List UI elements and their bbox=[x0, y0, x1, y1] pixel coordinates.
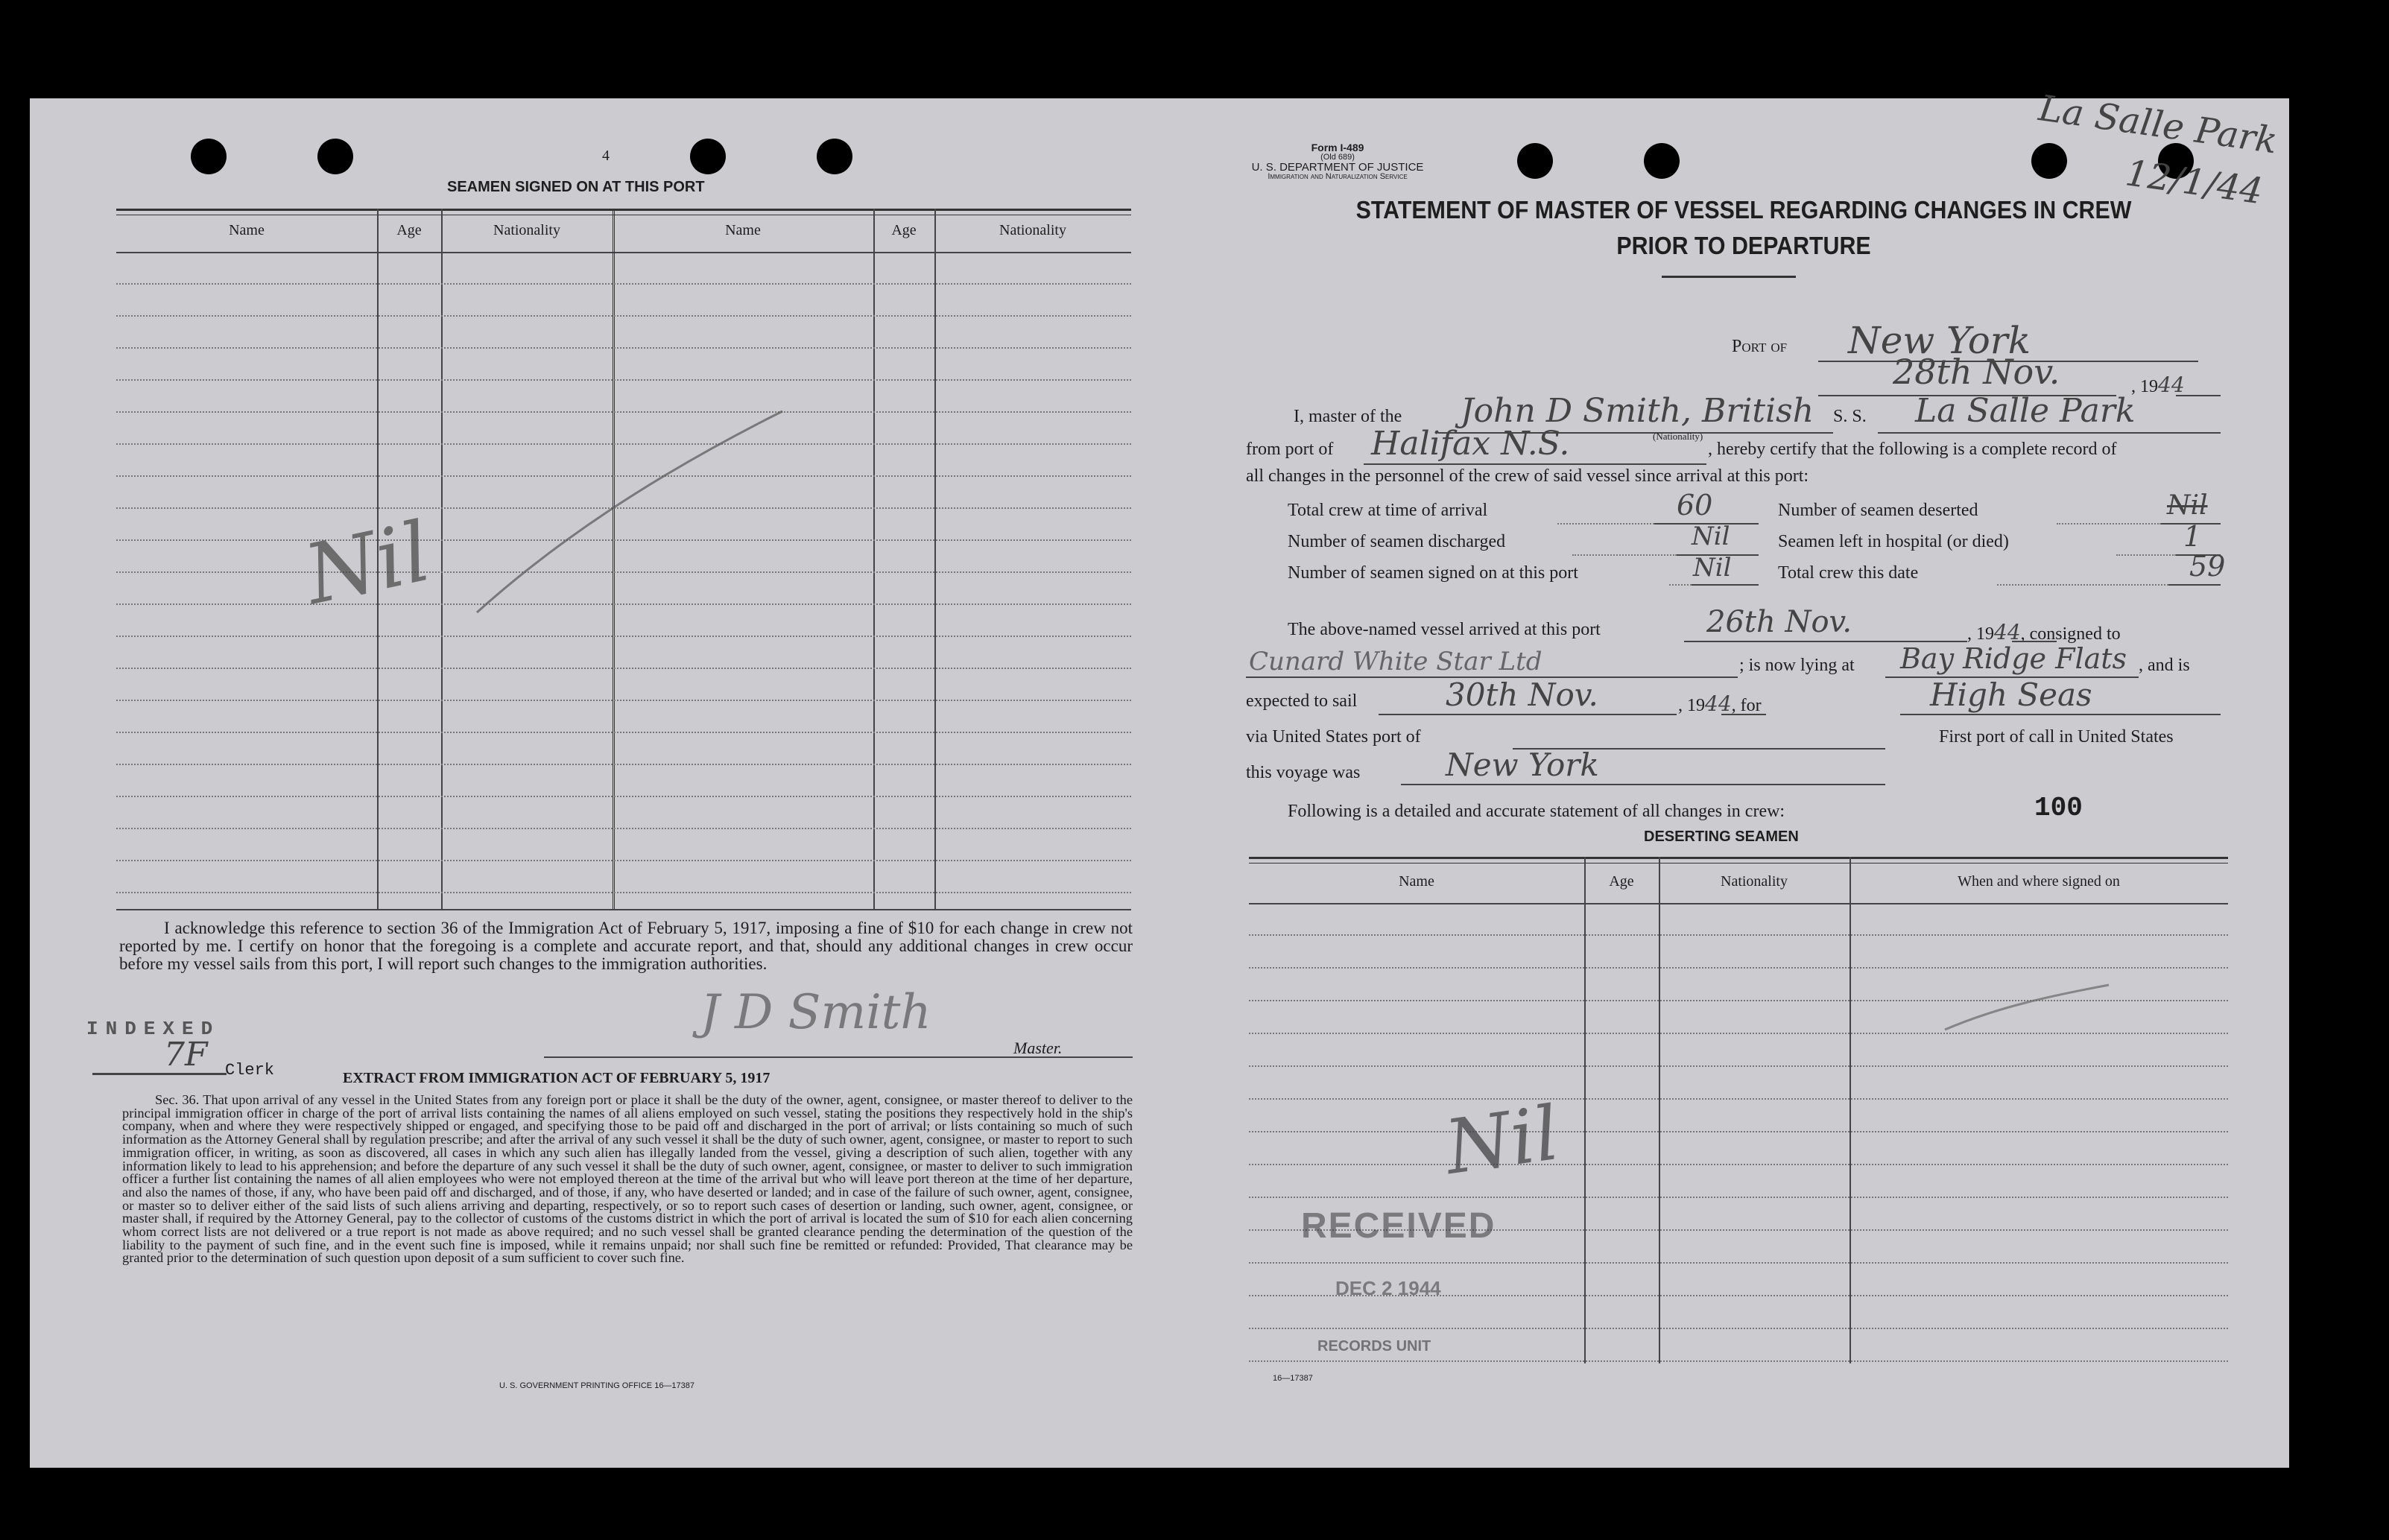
table-row-rule bbox=[116, 732, 1131, 733]
table-row-rule bbox=[1249, 967, 2228, 969]
stat-label: Number of seamen discharged bbox=[1288, 532, 1506, 551]
stamp-number: 100 bbox=[2034, 793, 2083, 823]
table-row-rule bbox=[116, 636, 1131, 637]
stat-row bbox=[1778, 532, 2009, 552]
punch-hole bbox=[317, 139, 353, 174]
received-unit: RECORDS UNIT bbox=[1317, 1338, 1431, 1354]
punch-hole bbox=[1517, 143, 1553, 179]
table-row-rule bbox=[116, 828, 1131, 829]
column-header: Age bbox=[396, 222, 422, 238]
punch-hole bbox=[191, 139, 227, 174]
expected-label: expected to sail bbox=[1246, 691, 1358, 711]
stat-row bbox=[1778, 563, 1918, 583]
clerk-label: Clerk bbox=[225, 1061, 275, 1080]
port-value: New York bbox=[1848, 319, 2031, 362]
table-row-rule bbox=[116, 892, 1131, 893]
following-text: Following is a detailed and accurate statement of all changes in crew: bbox=[1288, 802, 1785, 821]
table-row-rule bbox=[116, 283, 1131, 285]
clerk-initials: 7F bbox=[164, 1036, 208, 1074]
handwritten-nil: Nil bbox=[297, 504, 439, 623]
first-port-label: First port of call in United States bbox=[1939, 727, 2174, 747]
lying-value: Bay Ridge Flats bbox=[1900, 642, 2127, 675]
table-row-rule bbox=[116, 796, 1131, 797]
table-row-rule bbox=[1249, 1360, 2228, 1362]
column-header: Nationality bbox=[999, 222, 1066, 238]
received-stamp: RECEIVED bbox=[1301, 1206, 1496, 1246]
table-row-rule bbox=[116, 764, 1131, 765]
stat-row bbox=[1778, 501, 1978, 521]
master-prefix: I, master of the bbox=[1294, 407, 1402, 426]
table-row-rule bbox=[1249, 1262, 2228, 1264]
stat-value: 59 bbox=[2189, 550, 2226, 583]
certify-text: , hereby certify that the following is a complete record of bbox=[1708, 440, 2117, 459]
column-header: Name bbox=[229, 222, 265, 238]
acknowledgment-text: I acknowledge this reference to section 36 of the Immigration Act of February 5, 1917, imposing a fine of $10 for each change in crew not reported by me. I certify on honor that the foregoing is a complete and accurate report, and that, should any additional changes in crew occur before my vessel sails from this port, I will report such changes to the immigration authorities. bbox=[119, 919, 1133, 973]
stat-value: 60 bbox=[1677, 489, 1713, 522]
consignee-value: Cunard White Star Ltd bbox=[1249, 647, 1542, 676]
table-row-rule bbox=[1249, 1197, 2228, 1198]
stat-label: Total crew this date bbox=[1778, 563, 1919, 583]
table-row-rule bbox=[1249, 1131, 2228, 1132]
cross-out-slash bbox=[462, 396, 790, 620]
voyage-value: New York bbox=[1446, 747, 1599, 783]
stat-value: Nil bbox=[2167, 490, 2208, 521]
stat-value: Nil bbox=[1693, 553, 1732, 583]
table-row-rule bbox=[116, 700, 1131, 701]
printer-note: U. S. GOVERNMENT PRINTING OFFICE 16—17387 bbox=[499, 1381, 695, 1390]
table-row-rule bbox=[1249, 1164, 2228, 1165]
master-label: Master. bbox=[1013, 1039, 1063, 1057]
document-sheet bbox=[30, 87, 2289, 1468]
from-port-value: Halifax N.S. bbox=[1371, 425, 1570, 463]
corner-note-date: 12/1/44 bbox=[2122, 152, 2265, 213]
date-value: 28th Nov. bbox=[1893, 352, 2060, 392]
port-label: Port of bbox=[1732, 337, 1788, 356]
table-row-rule bbox=[1249, 1328, 2228, 1329]
column-header: Age bbox=[891, 222, 917, 238]
arrived-year-prefix: , 19 bbox=[1967, 624, 1994, 644]
column-header: Name bbox=[725, 222, 761, 238]
arrived-prefix: The above-named vessel arrived at this port bbox=[1288, 620, 1601, 639]
corner-note-ship: La Salle Park bbox=[2036, 87, 2280, 162]
handwritten-nil: Nil bbox=[1440, 1089, 1564, 1191]
sail-value: 30th Nov. bbox=[1446, 676, 1598, 713]
received-date: DEC 2 1944 bbox=[1335, 1277, 1441, 1299]
table-row-rule bbox=[116, 315, 1131, 317]
title-line-2: PRIOR TO DEPARTURE bbox=[1616, 232, 1871, 259]
column-header: Nationality bbox=[493, 222, 560, 238]
and-is: , and is bbox=[2139, 656, 2190, 675]
form-title bbox=[1252, 192, 2235, 264]
column-header: Nationality bbox=[1721, 873, 1788, 890]
punch-hole bbox=[817, 139, 852, 174]
table-row-rule bbox=[1249, 1098, 2228, 1100]
form-old: (Old 689) bbox=[1320, 153, 1355, 162]
footer-code: 16—17387 bbox=[1273, 1374, 1313, 1383]
stat-row bbox=[1288, 563, 1578, 583]
lying-at: ; is now lying at bbox=[1739, 656, 1855, 675]
year-value: 44 bbox=[2158, 373, 2185, 397]
deserting-title: DESERTING SEAMEN bbox=[1644, 828, 1799, 845]
title-line-1: STATEMENT OF MASTER OF VESSEL REGARDING CHANGES IN CREW bbox=[1355, 196, 2132, 224]
nationality-caption: (Nationality) bbox=[1653, 431, 1703, 442]
table-row-rule bbox=[116, 347, 1131, 349]
column-header: Age bbox=[1609, 873, 1634, 890]
sail-year-prefix: , 19 bbox=[1678, 696, 1705, 715]
stat-row bbox=[1288, 532, 1505, 552]
ship-value: La Salle Park bbox=[1915, 392, 2136, 430]
from-port-label: from port of bbox=[1246, 440, 1334, 459]
service: Immigration and Naturalization Service bbox=[1268, 172, 1408, 181]
section-title: SEAMEN SIGNED ON AT THIS PORT bbox=[447, 179, 705, 195]
extract-text: Sec. 36. That upon arrival of any vessel in the United States from any foreign port or place it shall be the duty of the owner, agent, consignee, or master thereof to deliver to the principal immigration officer in charge of the port of arrival lists containing the names of all aliens employed on such vessel, stating the positions they respectively hold in the ship's company, when and where they were respectively shipped or engaged, and specifying those to be paid off and discharged in the port of arrival; or lists containing so much of such information as the Attorney General shall by regulation prescribe; and after the arrival of any such vessel it shall be the duty of such owner, agent, consignee, or master to report to such immigration officer, in writing, as soon as discovered, all cases in which any such alien has illegally landed from the vessel, giving a description of such alien, together with any information likely to lead to his apprehension; and before the departure of any such vessel it shall be the duty of such owner, agent, consignee, or master to deliver to such immigration officer a further list containing the names of all alien employees who were not employed thereon at the time of the arrival but who will leave port thereon at the time of her departure, and also the names of those, if any, who have been paid off and discharged, and of those, if any, who have deserted or landed; and in case of the failure of such owner, agent, consignee, or master so to deliver either of the said lists of such aliens arriving and departing, respectively, or so to report such cases of desertion or landing, such owner, agent, consignee, or master shall, if required by the Attorney General, pay to the collector of customs of the customs district in which the port of arrival is located the sum of $10 for each alien concerning whom correct lists are not delivered or a true report is not made as above required; and no such vessel shall be granted clearance pending the determination of the question of the liability to the payment of such fine, and in the event such fine is imposed, while it remains unpaid; nor shall such fine be remitted or refunded: Provided, That clearance may be granted prior to the determination of such question upon deposit of a sum sufficient to cover such fine. bbox=[122, 1092, 1133, 1266]
master-signature: J D Smith bbox=[700, 985, 931, 1040]
master-value: John D Smith, British bbox=[1461, 392, 1814, 430]
voyage-label: this voyage was bbox=[1246, 763, 1361, 782]
stat-label: Number of seamen signed on at this port bbox=[1288, 563, 1578, 583]
table-row-rule bbox=[1249, 934, 2228, 936]
punch-hole bbox=[1644, 143, 1680, 179]
table-row-rule bbox=[1249, 1065, 2228, 1067]
department: U. S. DEPARTMENT OF JUSTICE bbox=[1251, 161, 1424, 174]
punch-hole bbox=[690, 139, 726, 174]
table-row-rule bbox=[116, 379, 1131, 381]
column-header: Name bbox=[1399, 873, 1434, 890]
table-row-rule bbox=[116, 860, 1131, 861]
for-value: High Seas bbox=[1930, 676, 2092, 713]
page-number: 4 bbox=[602, 148, 610, 164]
stat-value: 1 bbox=[2183, 520, 2202, 553]
extract-title: EXTRACT FROM IMMIGRATION ACT OF FEBRUARY 5, 1917 bbox=[343, 1070, 771, 1086]
cross-out-slash bbox=[1937, 977, 2116, 1037]
consigned-to: , consigned to bbox=[2020, 624, 2121, 644]
stat-label: Number of seamen deserted bbox=[1778, 501, 1978, 520]
stat-value: Nil bbox=[1692, 522, 1730, 551]
ss-label: S. S. bbox=[1833, 407, 1867, 426]
certify-text-2: all changes in the personnel of the crew of said vessel since arrival at this port: bbox=[1246, 466, 1809, 486]
stat-label: Seamen left in hospital (or died) bbox=[1778, 532, 2009, 551]
table-row-rule bbox=[116, 668, 1131, 669]
arrived-year: 44 bbox=[1994, 620, 2021, 644]
via-label: via United States port of bbox=[1246, 727, 1421, 747]
for-label: , for bbox=[1731, 696, 1762, 715]
stat-label: Total crew at time of arrival bbox=[1288, 501, 1488, 520]
arrived-value: 26th Nov. bbox=[1706, 605, 1852, 639]
form-number: Form I-489 bbox=[1311, 142, 1364, 153]
sail-year: 44 bbox=[1705, 691, 1732, 716]
column-header: When and where signed on bbox=[1958, 873, 2120, 890]
indexed-stamp: INDEXED bbox=[86, 1018, 221, 1040]
year-prefix: , 19 bbox=[2131, 377, 2158, 396]
